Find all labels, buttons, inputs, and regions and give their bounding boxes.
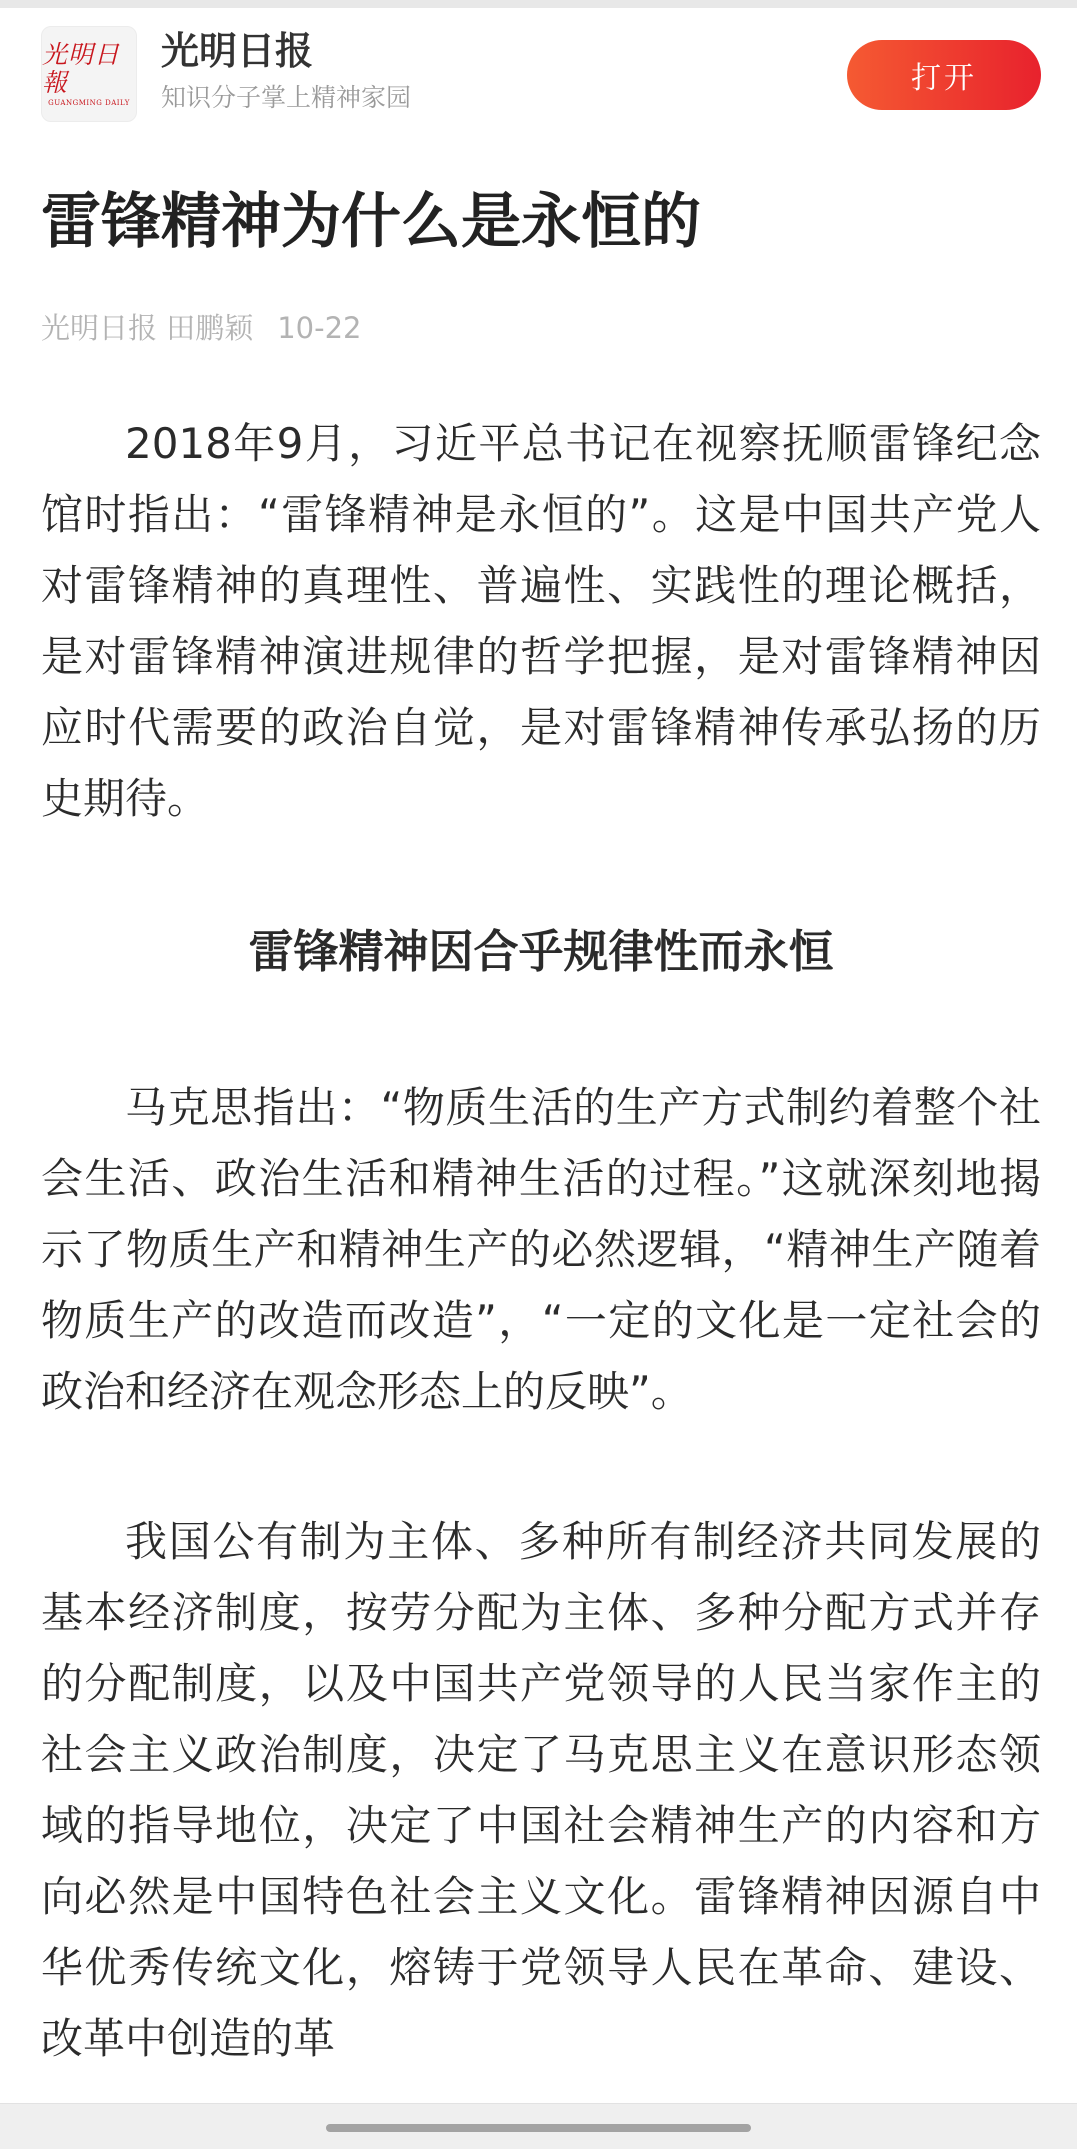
home-indicator[interactable] bbox=[326, 2124, 751, 2132]
section-heading: 雷锋精神因合乎规律性而永恒 bbox=[248, 925, 834, 978]
open-app-button[interactable]: 打开 bbox=[847, 40, 1041, 110]
bottom-bar bbox=[0, 2103, 1077, 2149]
article-paragraph: 我国公有制为主体、多种所有制经济共同发展的基本经济制度，按劳分配为主体、多种分配方式并存的分配制度，以及中国共产党领导的人民当家作主的社会主义政治制度，决定了马克思主义在意识形态领域的指导地位，决定了中国社会精神生产的内容和方向必然是中国特色社会主义文化。雷锋精神因源自中华优秀传统文化，熔铸于党领导人民在革命、建设、改革中创造的革 bbox=[41, 1517, 1041, 2063]
app-slogan: 知识分子掌上精神家园 bbox=[161, 83, 412, 112]
article-source: 光明日报 田鹏颖 bbox=[41, 311, 254, 345]
article-date: 10-22 bbox=[277, 311, 362, 345]
article-meta bbox=[41, 308, 1041, 348]
logo-subtext: GUANGMING DAILY bbox=[48, 99, 130, 107]
logo-wordmark: 光明日報 bbox=[42, 40, 121, 97]
status-bar-strip bbox=[0, 0, 1077, 8]
app-download-banner[interactable] bbox=[41, 22, 1041, 126]
article-title: 雷锋精神为什么是永恒的 bbox=[41, 187, 701, 257]
app-name: 光明日报 bbox=[161, 28, 314, 73]
article-body bbox=[41, 180, 1041, 2074]
article-paragraph: 马克思指出：“物质生活的生产方式制约着整个社会生活、政治生活和精神生活的过程。”这就深刻地揭示了物质生产和精神生产的必然逻辑，“精神生产随着物质生产的改造而改造”，“一定的文化是一定社会的政治和经济在观念形态上的反映”。 bbox=[41, 1083, 1041, 1416]
article-paragraph: 2018年9月，习近平总书记在视察抚顺雷锋纪念馆时指出：“雷锋精神是永恒的”。这是中国共产党人对雷锋精神的真理性、普遍性、实践性的理论概括，是对雷锋精神演进规律的哲学把握，是对雷锋精神因应时代需要的政治自觉，是对雷锋精神传承弘扬的历史期待。 bbox=[41, 419, 1041, 823]
app-logo[interactable] bbox=[41, 26, 137, 122]
